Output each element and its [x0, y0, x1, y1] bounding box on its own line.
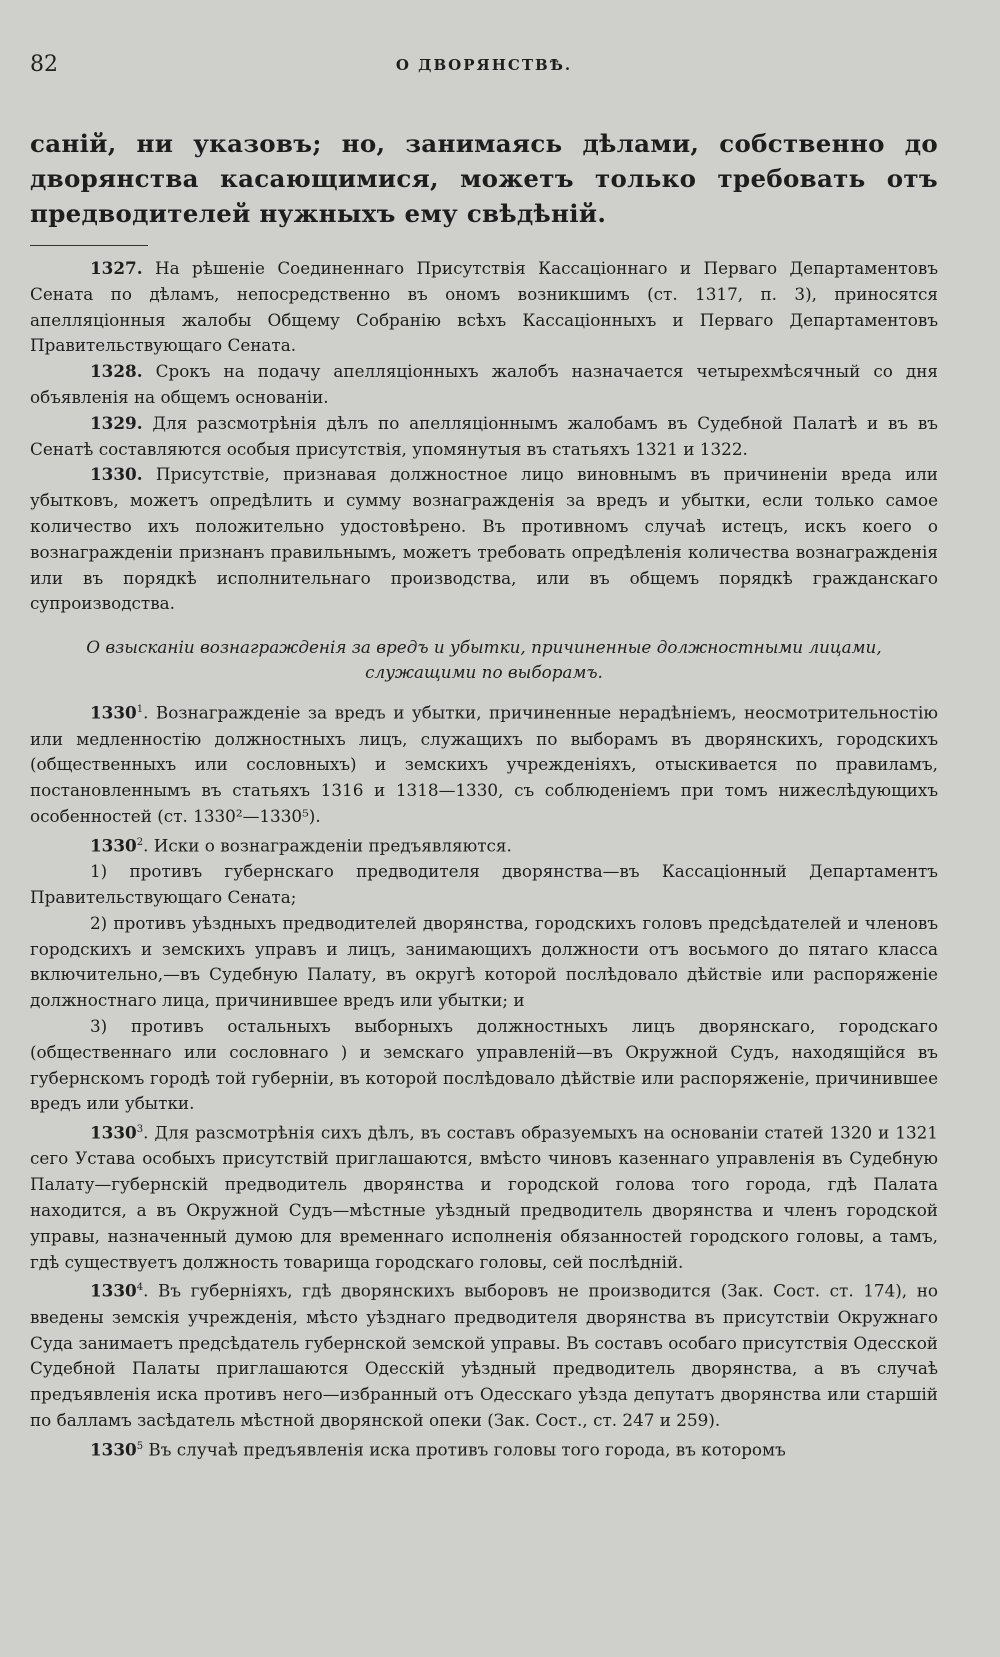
- list-item-2: 2) противъ уѣздныхъ предводителей дворянства, городскихъ головъ предсѣдателей и членовъ городскихъ и земскихъ управъ и лицъ, занимающихъ должности отъ восьмого до пятаго класса включительно,—въ Судебную Палату, въ округѣ которой послѣдовало дѣйствіе или распоряженіе должностнаго лица, причинившее вредъ или убытки; и: [30, 912, 938, 1011]
- intro-paragraph: саній, ни указовъ; но, занимаясь дѣлами, собственно до дворянства касающимися, можетъ только требовать отъ предводителей нужныхъ ему свѣдѣній.: [30, 129, 938, 228]
- running-title: О ДВОРЯНСТВѢ.: [395, 56, 573, 74]
- articles-block-2: [30, 697, 938, 1463]
- article-1328: 1328. Срокъ на подачу апелляціонныхъ жалобъ назначается четырехмѣсячный со дня объявленія на общемъ основаніи.: [30, 361, 939, 407]
- page-header: [30, 52, 938, 86]
- article-1330-5: 1330$^5$ Въ случаѣ предъявленія иска противъ головы того города, въ которомъ: [90, 1439, 786, 1460]
- article-1330-1: 1330$^1$. Вознагражденіе за вредъ и убытки, причиненные нерадѣніемъ, неосмотрительностію или медленностію должностныхъ лицъ, служащихъ по выборамъ въ дворянскихъ, городскихъ (общественныхъ или сословныхъ) и земскихъ учрежденіяхъ, отыскивается по правиламъ, постановленнымъ въ статьяхъ 1316 и 1318—1330, съ соблюденіемъ при томъ нижеслѣдующихъ особенностей (ст. 1330²—1330⁵).: [30, 702, 938, 826]
- article-1330-3: 1330$^3$. Для разсмотрѣнія сихъ дѣлъ, въ составъ образуемыхъ на основаніи статей 1320 и 1321 сего Устава особыхъ присутствій приглашаются, вмѣсто чиновъ казеннаго управленія въ Судебную Палату—губернскій предводитель дворянства и городской голова того города, гдѣ Палата находится, а въ Окружной Судъ—мѣстные уѣздный предводитель дворянства и членъ городской управы, назначенный думою для временнаго исполненія обязанностей городского головы, а тамъ, гдѣ существуетъ должность товарища городскаго головы, сей послѣдній.: [30, 1122, 938, 1272]
- section-heading: О взысканіи вознагражденія за вредъ и убытки, причиненные должностными лицами, служащими по выборамъ.: [86, 637, 882, 683]
- article-1329: 1329. Для разсмотрѣнія дѣлъ по апелляціоннымъ жалобамъ въ Судебной Палатѣ и въ въ Сенатѣ составляются особыя присутствія, упомянутыя въ статьяхъ 1321 и 1322.: [30, 412, 938, 459]
- article-1330-2: 1330$^2$. Иски о вознагражденіи предъявляются.: [90, 835, 512, 856]
- section-divider: [30, 245, 148, 246]
- article-1327: 1327. На рѣшеніе Соединеннаго Присутствія Кассаціоннаго и Перваго Департаментовъ Сената по дѣламъ, непосредственно въ ономъ возникшимъ (ст. 1317, п. 3), приносятся апелляціонныя жалобы Общему Собранію всѣхъ Кассаціонныхъ и Перваго Департаментовъ Правительствующаго Сената.: [30, 258, 938, 356]
- article-1330-4: 1330$^4$. Въ губерніяхъ, гдѣ дворянскихъ выборовъ не производится (Зак. Сост. ст. 174), но введены земскія учрежденія, мѣсто уѣзднаго предводителя дворянства въ присутствіи Окружнаго Суда занимаетъ предсѣдатель губернской земской управы. Въ составъ особаго присутствія Одесской Судебной Палаты приглашаются Одесскій уѣздный предводитель дворянства, а въ случаѣ предъявленія иска противъ него—избранный отъ Одесскаго уѣзда депутатъ дворянства или старшій по балламъ засѣдатель мѣстной дворянской опеки (Зак. Сост., ст. 247 и 259).: [30, 1281, 938, 1431]
- article-1330: 1330. Присутствіе, признавая должностное лицо виновнымъ въ причиненіи вреда или убытковъ, можетъ опредѣлить и сумму вознагражденія за вредъ и убытки, если только самое количество ихъ положительно удостовѣрено. Въ противномъ случаѣ истецъ, искъ коего о вознагражденіи признанъ правильнымъ, можетъ требовать опредѣленія количества вознагражденія или въ порядкѣ исполнительнаго производства, или въ общемъ порядкѣ гражданскаго супроизводства.: [30, 464, 938, 614]
- list-item-3: 3) противъ остальныхъ выборныхъ должностныхъ лицъ дворянскаго, городскаго (общественнаго или сословнаго ) и земскаго управленій—въ Окружной Судъ, находящійся въ губернскомъ городѣ той губерніи, въ которой послѣдовало дѣйствіе или распоряженіе, причинившее вредъ или убытки.: [30, 1015, 938, 1114]
- page-number: 82: [30, 52, 58, 77]
- articles-block-1: [30, 256, 938, 617]
- list-item-1: 1) противъ губернскаго предводителя дворянства—въ Кассаціонный Департаментъ Правительствующаго Сената;: [30, 861, 938, 907]
